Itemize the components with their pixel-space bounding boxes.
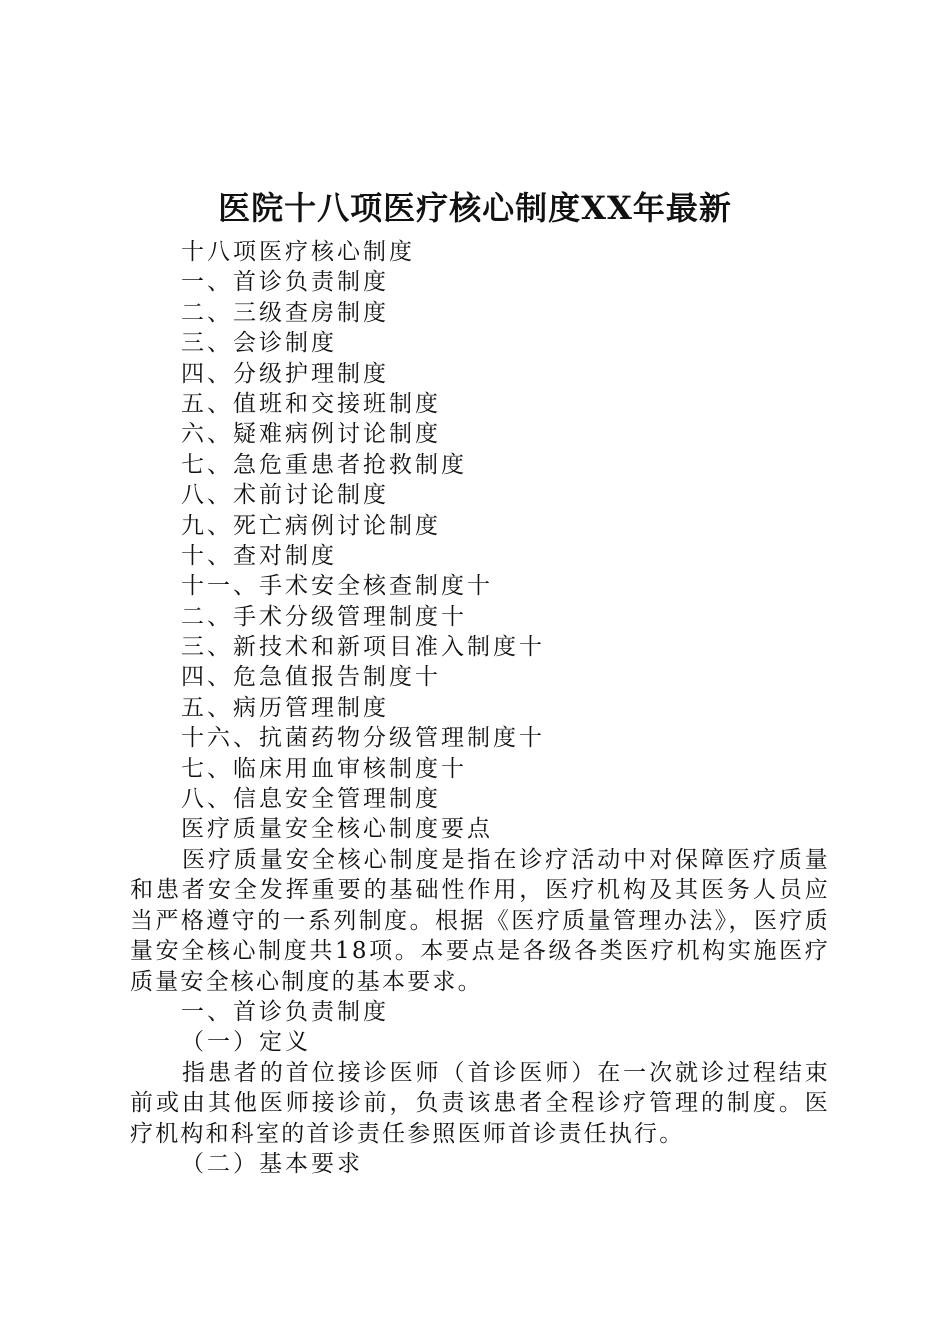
toc-list (181, 237, 545, 845)
document-title: 医院十八项医疗核心制度XX年最新 (218, 189, 732, 227)
toc-item: 十一、手术安全核查制度十 (181, 573, 493, 600)
toc-item: 七、临床用血审核制度十 (181, 755, 467, 782)
intro-paragraph: 医疗质量安全核心制度是指在诊疗活动中对保障医疗质量和患者安全发挥重要的基础性作用，医疗机构及其医务人员应当严格遵守的一系列制度。根据《医疗质量管理办法》，医疗质量安全核心制度共18项。本要点是各级各类医疗机构实施医疗质量安全核心制度的基本要求。 (130, 847, 830, 995)
toc-item: 三、新技术和新项目准入制度十 (181, 634, 545, 661)
toc-item: 医疗质量安全核心制度要点 (181, 816, 493, 843)
toc-item: 四、分级护理制度 (181, 360, 389, 387)
section-heading: 一、首诊负责制度 (181, 999, 389, 1026)
toc-item: 七、急危重患者抢救制度 (181, 451, 467, 478)
toc-item: 三、会诊制度 (181, 330, 337, 357)
toc-item: 五、病历管理制度 (181, 694, 389, 721)
toc-item: 四、危急值报告制度十 (181, 664, 441, 691)
toc-item: 六、疑难病例讨论制度 (181, 421, 441, 448)
definition-paragraph: 指患者的首位接诊医师（首诊医师）在一次就诊过程结束前或由其他医师接诊前，负责该患者全程诊疗管理的制度。医疗机构和科室的首诊责任参照医师首诊责任执行。 (130, 1059, 830, 1147)
toc-item: 八、术前讨论制度 (181, 482, 389, 509)
toc-item: 五、值班和交接班制度 (181, 390, 441, 417)
toc-item: 一、首诊负责制度 (181, 269, 389, 296)
toc-item: 十八项医疗核心制度 (181, 239, 415, 265)
toc-item: 八、信息安全管理制度 (181, 786, 441, 813)
document-body (130, 845, 830, 1179)
definition-heading: （一）定义 (181, 1029, 311, 1056)
toc-item: 二、三级查房制度 (181, 299, 389, 326)
toc-item: 九、死亡病例讨论制度 (181, 512, 441, 539)
toc-item: 十、查对制度 (181, 542, 337, 569)
toc-item: 二、手术分级管理制度十 (181, 603, 467, 630)
toc-item: 十六、抗菌药物分级管理制度十 (181, 725, 545, 752)
requirements-heading: （二）基本要求 (181, 1151, 363, 1178)
